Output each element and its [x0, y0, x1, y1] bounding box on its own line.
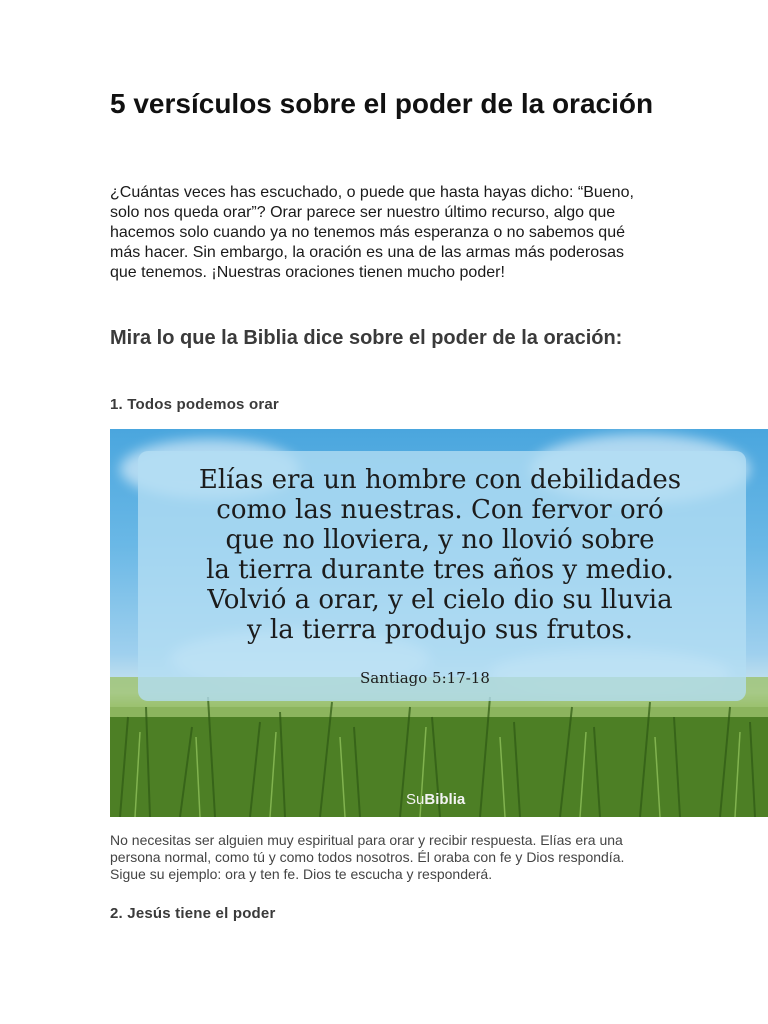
verse-quote: Elías era un hombre con debilidades como las nuestras. Con fervor oró que no lloviera, y no llovió sobre la tierra durante tres años y medio. Volvió a orar, y el cielo dio su lluvia y la tierra produjo sus frutos. — [198, 465, 682, 645]
section-heading-2: 2. Jesús tiene el poder — [110, 905, 276, 922]
section-heading-1: 1. Todos podemos orar — [110, 396, 279, 413]
brand-logo — [406, 791, 465, 808]
verse-reference: Santiago 5:17-18 — [360, 669, 490, 687]
intro-paragraph: ¿Cuántas veces has escuchado, o puede que hasta hayas dicho: “Bueno, solo nos queda orar”? Orar parece ser nuestro último recurso, algo que hacemos solo cuando ya no tenemos más esperanza o no sabemos qué más hacer. Sin embargo, la oración es una de las armas más poderosas que tenemos. ¡Nuestras oraciones tienen mucho poder! — [110, 184, 634, 281]
brand-name: Biblia — [424, 791, 466, 808]
section-subtitle: Mira lo que la Biblia dice sobre el poder de la oración: — [110, 327, 623, 349]
brand-prefix: Su — [406, 791, 425, 808]
image-caption: No necesitas ser alguien muy espiritual para orar y recibir respuesta. Elías era una persona normal, como tú y como todos nosotros. Él oraba con fe y Dios respondía. Sigue su ejemplo: ora y ten fe. Dios te escucha y responderá. — [110, 832, 625, 882]
article-title: 5 versículos sobre el poder de la oración — [110, 88, 654, 119]
verse-image — [110, 429, 768, 817]
